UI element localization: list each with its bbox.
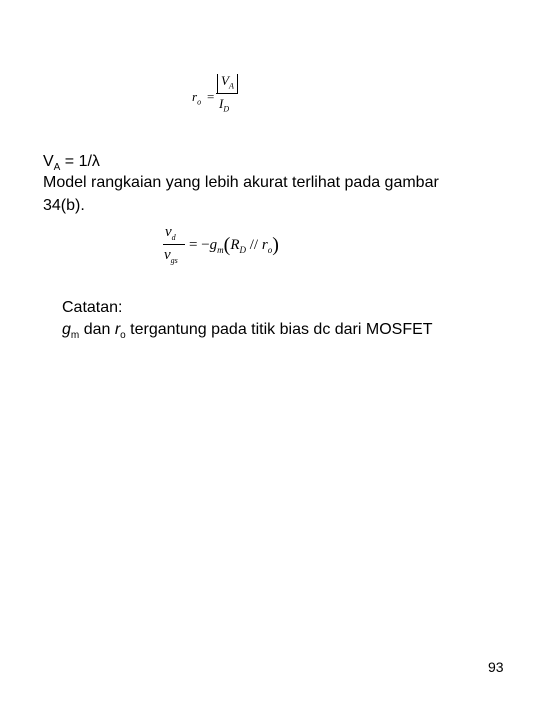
- note-title: Catatan:: [62, 299, 123, 316]
- eq1-denominator: $I_D$: [219, 96, 230, 114]
- eq1-numerator: $V_A$: [217, 74, 238, 94]
- eq1-lhs: $r_o$: [192, 89, 202, 107]
- model-text-line-2: 34(b).: [43, 197, 85, 214]
- equation-output-resistance: [190, 72, 260, 118]
- va-definition: $V_A = 1/\lambda$: [43, 153, 100, 174]
- note-body: $g_m$ dan $r_o$ tergantung pada titik bias dc dari MOSFET: [62, 321, 433, 342]
- eq2-fraction-bar: [163, 244, 185, 245]
- eq2-denominator: $v_{gs}$: [164, 247, 178, 265]
- equation-voltage-gain: [163, 222, 313, 268]
- page-number: 93: [488, 659, 504, 675]
- eq2-numerator: $v_d$: [165, 224, 176, 242]
- eq1-fraction-bar: [216, 93, 238, 94]
- eq2-rhs: = $-g_m(R_D // r_o)$: [189, 234, 279, 256]
- eq1-equals: =: [207, 89, 215, 104]
- model-text-line-1: Model rangkaian yang lebih akurat terlihat pada gambar: [43, 174, 439, 191]
